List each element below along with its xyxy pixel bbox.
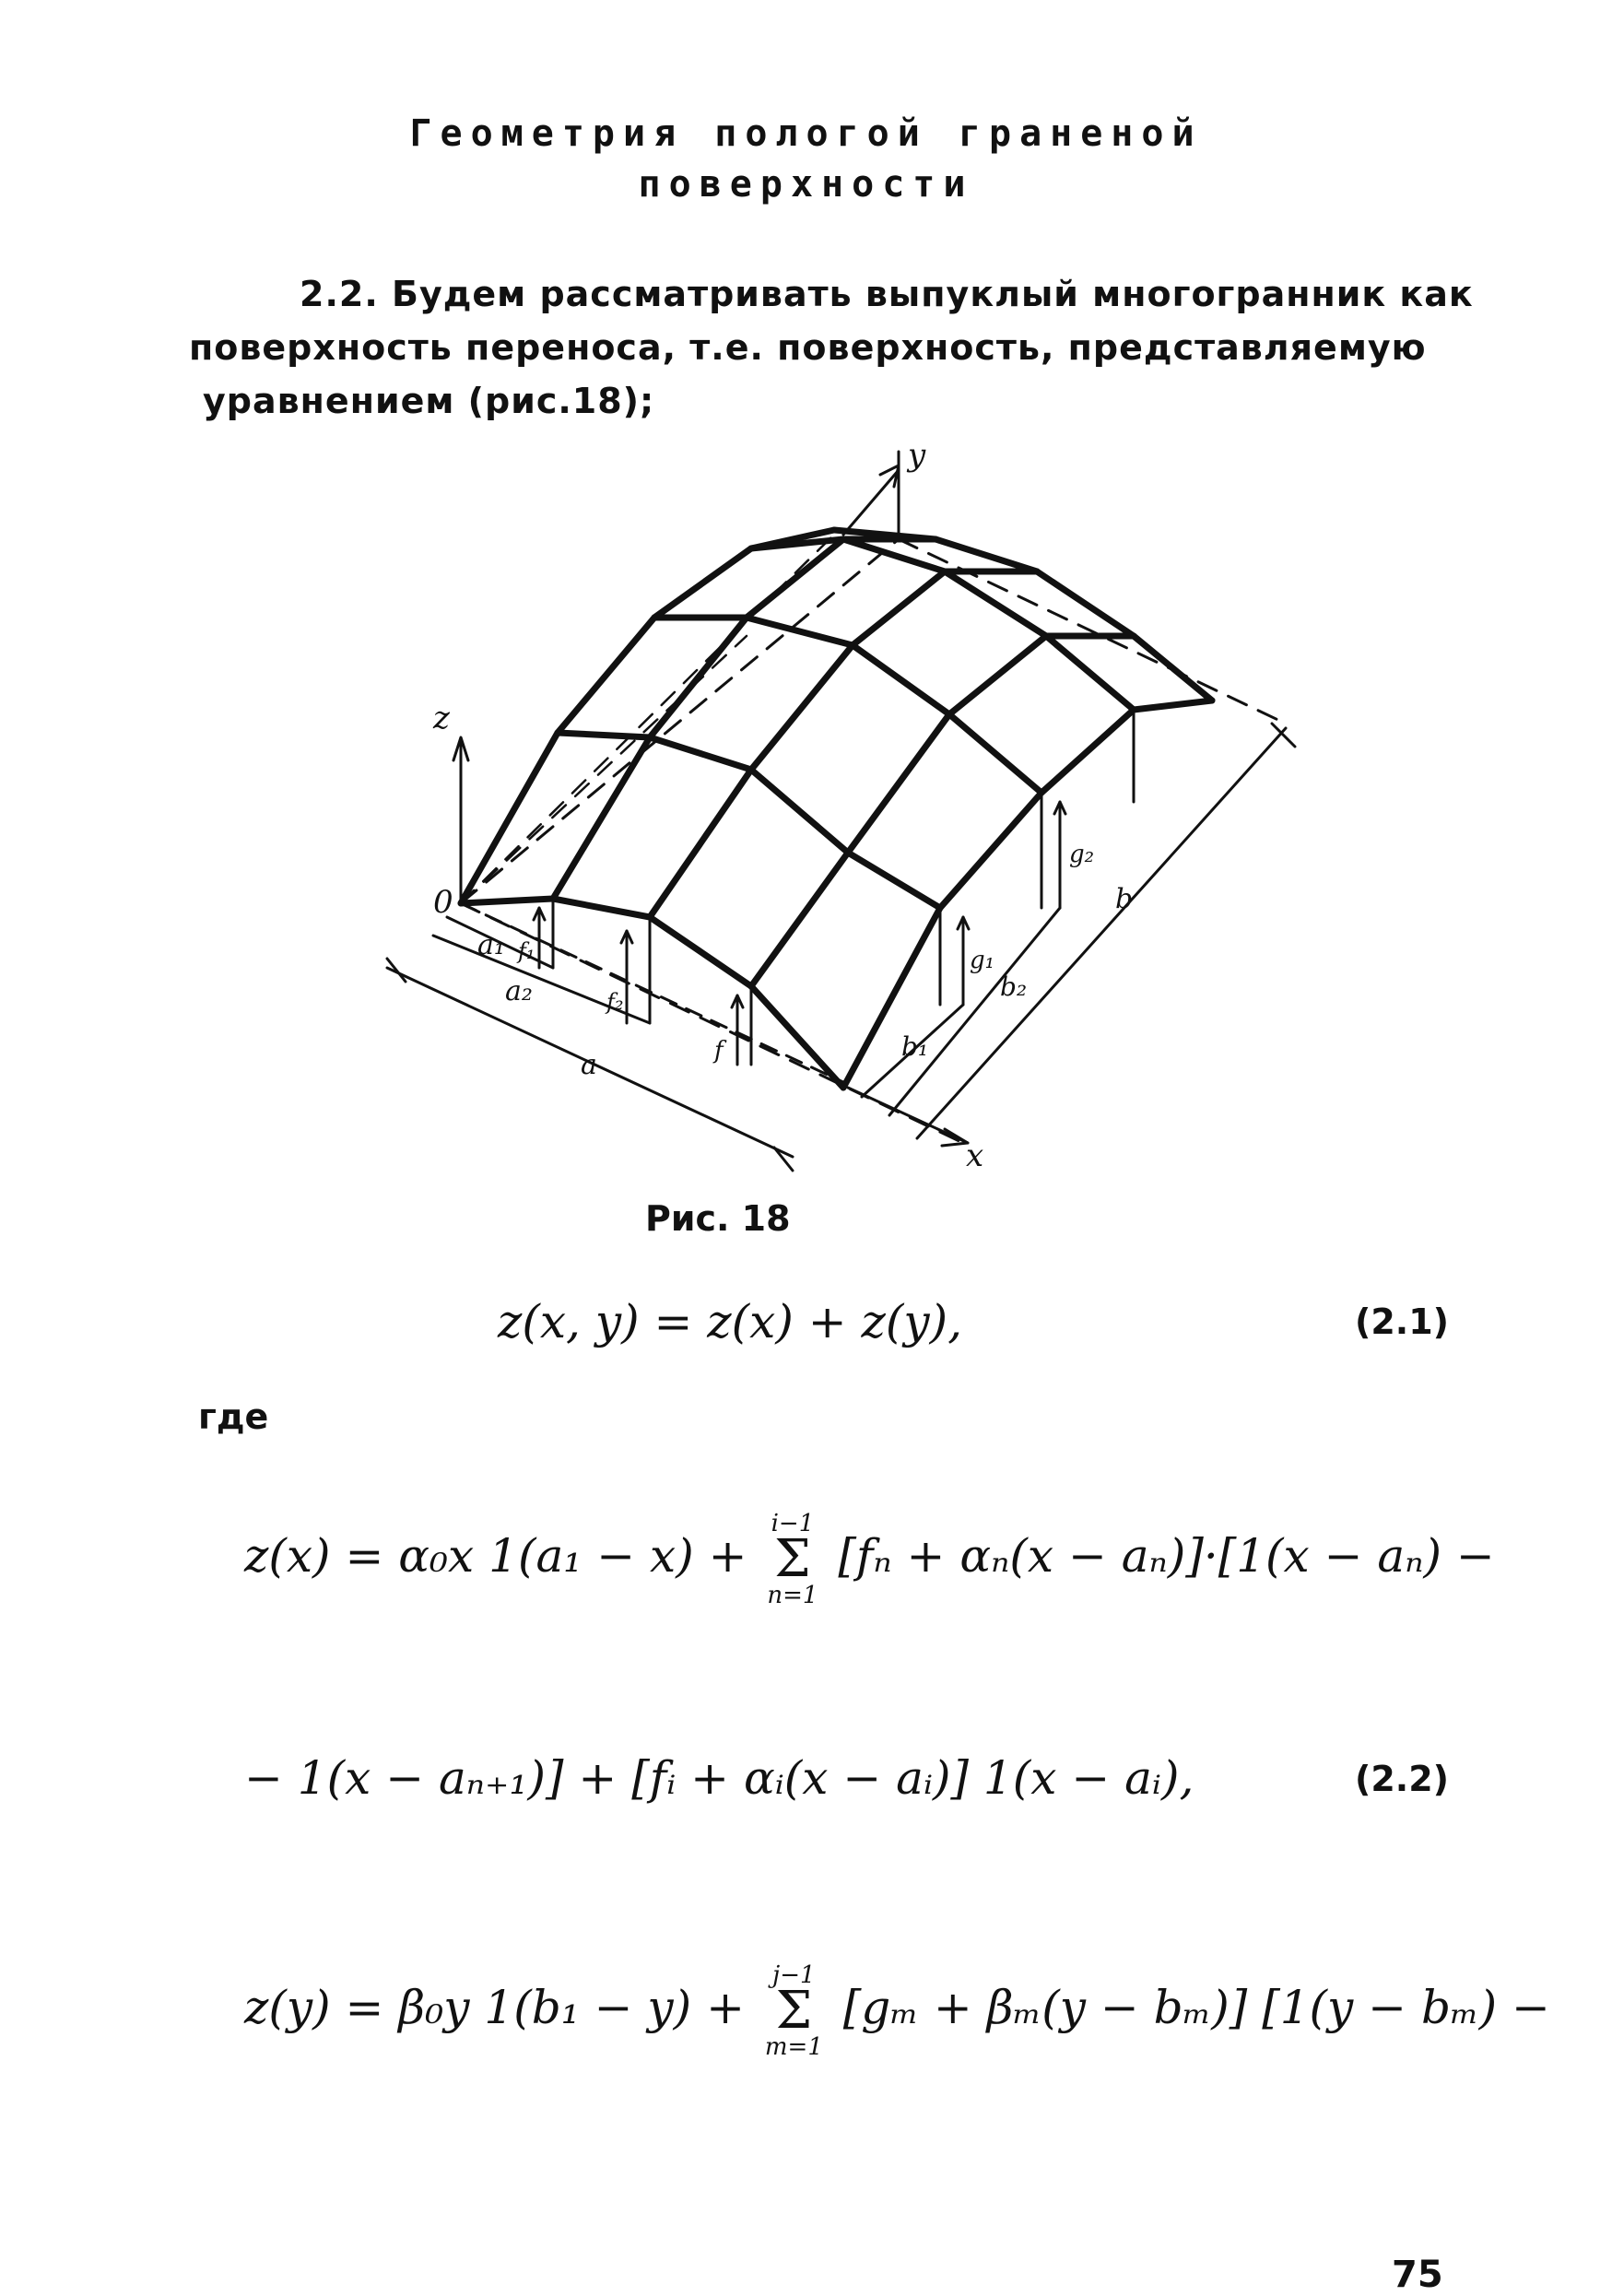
f2-label: f₂ — [606, 989, 624, 1015]
equation-2-2-rhs: [fₙ + αₙ(x − aₙ)]·[1(x − aₙ) − — [838, 1529, 1495, 1583]
g2-label: g₂ — [1069, 841, 1095, 868]
equation-2-2-lhs: z(x) = α₀x 1(a₁ − x) + — [244, 1529, 747, 1583]
equation-number-2-1: (2.1) — [1355, 1301, 1450, 1342]
g1-label: g₁ — [970, 947, 995, 974]
equation-zy-lhs: z(y) = β₀y 1(b₁ − y) + — [244, 1981, 745, 2034]
paragraph-line-3: уравнением (рис.18); — [203, 381, 655, 421]
b2-label: b₂ — [1000, 971, 1028, 1002]
y-axis-label: y — [908, 437, 926, 474]
section-heading-line-1: Геометрия пологой граненой — [409, 112, 1203, 155]
f1-label: f₁ — [518, 938, 535, 964]
equation-number-2-2: (2.2) — [1355, 1759, 1450, 1799]
sum-upper-limit: i−1 — [771, 1510, 815, 1537]
section-heading-line-2: поверхности — [638, 163, 974, 206]
summation-symbol: i−1 Σ n=1 — [767, 1510, 818, 1609]
sum-upper-limit-y: j−1 — [772, 1961, 816, 1989]
b-label: b — [1115, 883, 1134, 915]
sum-lower-limit: n=1 — [767, 1582, 818, 1609]
a1-label: a₁ — [477, 929, 505, 961]
where-word: где — [198, 1396, 269, 1437]
figure-caption: Рис. 18 — [645, 1198, 791, 1239]
b1-label: b₁ — [901, 1031, 929, 1062]
paragraph-line-1: 2.2. Будем рассматривать выпуклый многогранник как — [300, 274, 1474, 314]
equation-2-2-line-2: − 1(x − aₙ₊₁)] + [fᵢ + αᵢ(x − aᵢ)] 1(x − aᵢ), — [244, 1751, 1194, 1805]
page-number: 75 — [1392, 2254, 1443, 2296]
equation-zy-rhs: [gₘ + βₘ(y − bₘ)] [1(y − bₘ) − — [842, 1981, 1550, 2034]
equation-2-1: z(x, y) = z(x) + z(y), — [498, 1295, 963, 1348]
sum-lower-limit-y: m=1 — [764, 2033, 823, 2061]
origin-label: 0 — [433, 884, 453, 921]
paragraph-line-2: поверхность переноса, т.е. поверхность, представляемую — [189, 327, 1427, 368]
a2-label: a₂ — [505, 975, 533, 1007]
a-label: a — [581, 1049, 597, 1081]
equation-2-2-line-1 — [244, 1512, 1495, 1607]
f-label: f — [714, 1037, 724, 1065]
x-axis-label: x — [966, 1137, 984, 1174]
equation-zy-line-1 — [244, 1963, 1550, 2059]
summation-symbol-y: j−1 Σ m=1 — [764, 1961, 823, 2061]
z-axis-label: z — [433, 700, 450, 736]
